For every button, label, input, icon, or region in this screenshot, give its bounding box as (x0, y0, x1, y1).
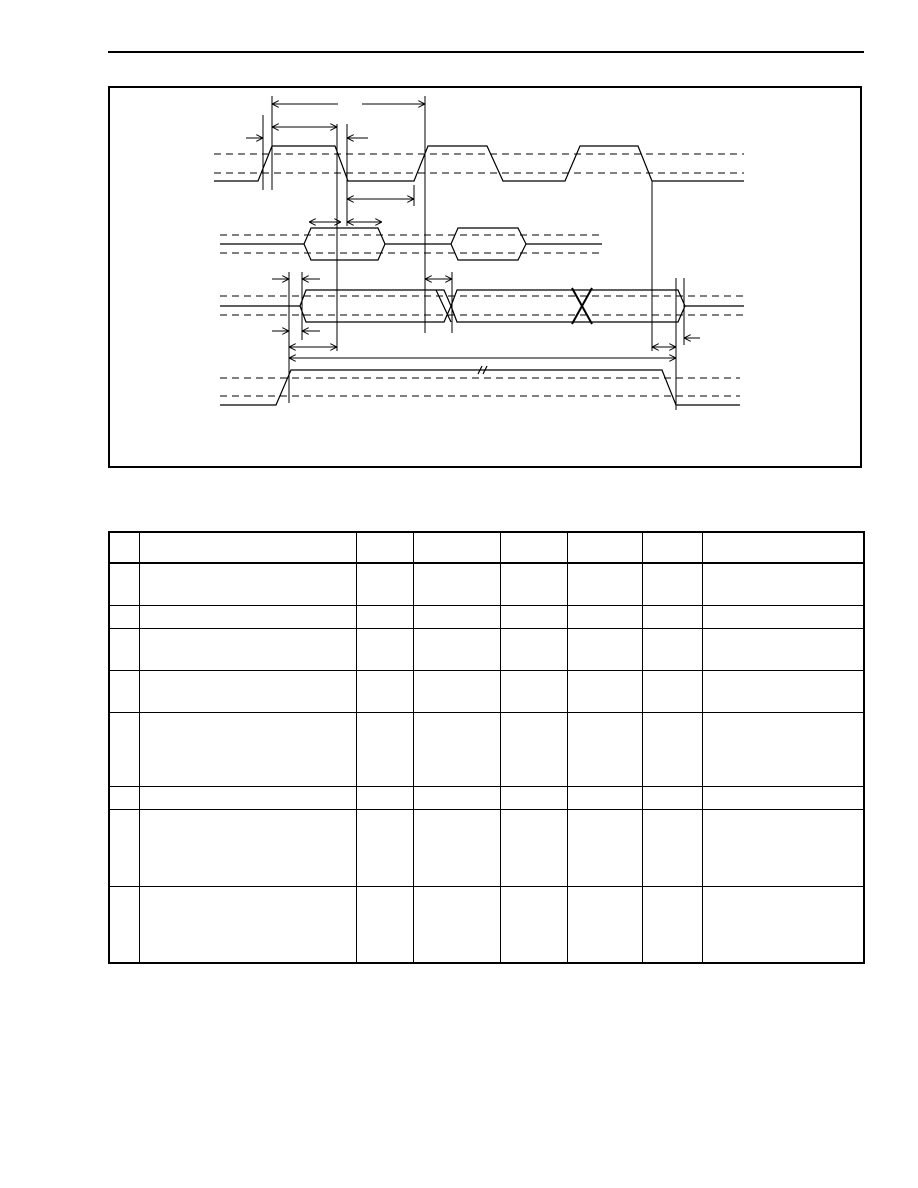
table-cell (500, 712, 567, 786)
table-row (109, 628, 864, 670)
table-cell (702, 670, 864, 712)
clock-waveform (214, 146, 744, 181)
timing-spec-table (108, 531, 865, 964)
table-row (109, 712, 864, 786)
table-cell (139, 628, 356, 670)
table-cell (642, 563, 702, 605)
table-cell (702, 563, 864, 605)
table-cell (109, 628, 139, 670)
table-cell (702, 886, 864, 963)
table-cell (642, 670, 702, 712)
table-cell (139, 605, 356, 628)
table-cell (356, 809, 413, 886)
table-cell (500, 670, 567, 712)
table-row (109, 786, 864, 809)
table-cell (109, 809, 139, 886)
table-cell (356, 563, 413, 605)
timing-diagram (0, 0, 918, 480)
data-waveform (220, 288, 744, 324)
table-cell (356, 712, 413, 786)
table-cell (109, 670, 139, 712)
table-cell (642, 786, 702, 809)
table-cell (642, 886, 702, 963)
table-cell (413, 809, 500, 886)
header-cell (500, 532, 567, 563)
table-cell (500, 605, 567, 628)
table-cell (567, 563, 642, 605)
table-cell (109, 712, 139, 786)
table-row (109, 605, 864, 628)
table-cell (413, 563, 500, 605)
table-cell (702, 605, 864, 628)
table-row (109, 809, 864, 886)
table-cell (567, 809, 642, 886)
header-cell (109, 532, 139, 563)
table-cell (356, 886, 413, 963)
timing-arrows (246, 104, 700, 358)
table-cell (642, 628, 702, 670)
table-row (109, 670, 864, 712)
header-cell (356, 532, 413, 563)
table-cell (139, 886, 356, 963)
table-cell (702, 809, 864, 886)
table-cell (567, 786, 642, 809)
table-cell (413, 886, 500, 963)
table-cell (642, 605, 702, 628)
table-cell (356, 605, 413, 628)
table-cell (500, 786, 567, 809)
table-cell (139, 712, 356, 786)
table-cell (413, 605, 500, 628)
table-cell (139, 809, 356, 886)
table-cell (139, 563, 356, 605)
table-cell (109, 786, 139, 809)
table-cell (109, 605, 139, 628)
address-waveform (220, 228, 602, 260)
table-cell (413, 670, 500, 712)
table-cell (702, 786, 864, 809)
table-cell (702, 628, 864, 670)
table-cell (567, 712, 642, 786)
table-cell (356, 670, 413, 712)
table-cell (109, 563, 139, 605)
table-cell (500, 628, 567, 670)
table-row (109, 886, 864, 963)
table-cell (356, 628, 413, 670)
header-cell (642, 532, 702, 563)
table-header-row (109, 532, 864, 563)
table-row (109, 563, 864, 605)
table-cell (567, 605, 642, 628)
table-cell (413, 628, 500, 670)
table-cell (642, 809, 702, 886)
table-cell (567, 628, 642, 670)
table-cell (139, 670, 356, 712)
table-cell (413, 786, 500, 809)
header-cell (139, 532, 356, 563)
table-cell (500, 563, 567, 605)
table-cell (500, 886, 567, 963)
threshold-lines (214, 154, 744, 396)
header-cell (413, 532, 500, 563)
table-cell (567, 670, 642, 712)
enable-waveform (220, 366, 740, 405)
table-cell (139, 786, 356, 809)
table-cell (109, 886, 139, 963)
table-cell (702, 712, 864, 786)
header-cell (702, 532, 864, 563)
table-cell (500, 809, 567, 886)
table-cell (567, 886, 642, 963)
table-cell (642, 712, 702, 786)
table-cell (356, 786, 413, 809)
header-cell (567, 532, 642, 563)
table-cell (413, 712, 500, 786)
